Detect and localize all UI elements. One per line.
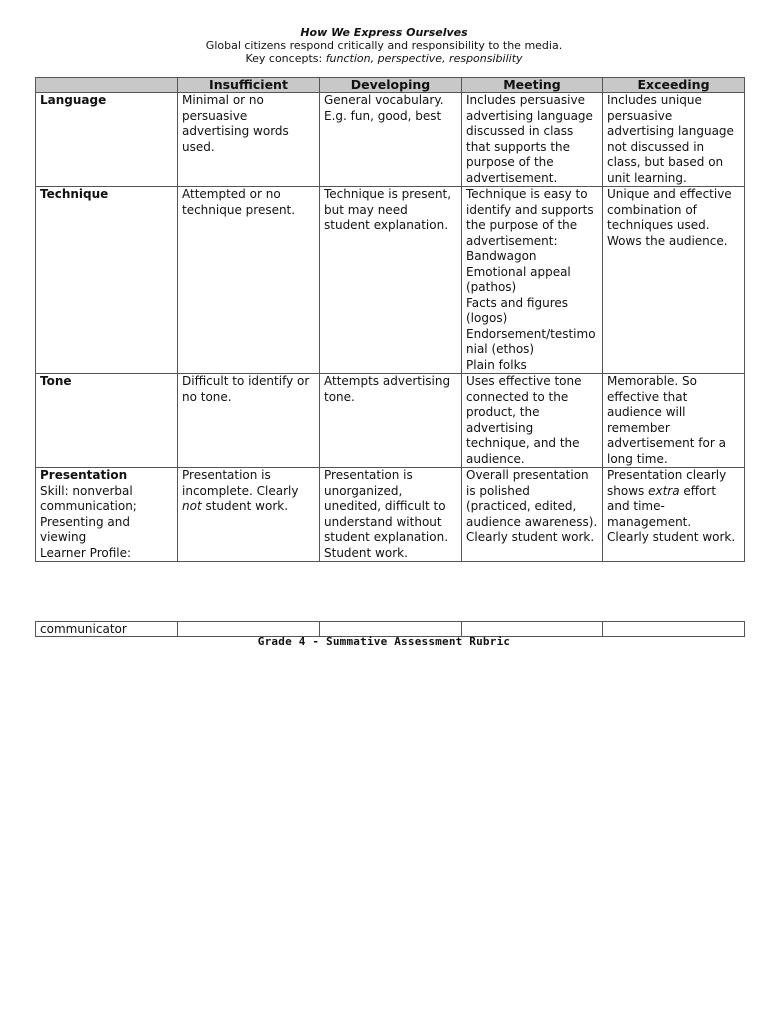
cell-text: Attempts advertising tone. — [324, 374, 451, 404]
criterion-cell — [36, 468, 178, 562]
cell-text: Unique and effective combination of techniques used. — [607, 187, 732, 232]
cell-text: Overall presentation is polished (practiced, edited, audience awareness). — [466, 468, 598, 529]
cell-text: student work. — [201, 499, 289, 513]
cell-text: Minimal or no persuasive advertising words used. — [182, 93, 289, 154]
rubric-cell — [603, 187, 745, 374]
cell-text: Attempted or no technique present. — [182, 187, 296, 217]
cell-text: Presentation clearly shows — [607, 468, 727, 498]
cell-emphasis: extra — [648, 483, 680, 498]
rubric-cell — [178, 93, 320, 187]
rubric-cell — [320, 374, 462, 468]
table-row — [36, 93, 745, 187]
column-header-criterion — [36, 78, 178, 93]
column-header-insufficient: Insufficient — [178, 78, 320, 93]
column-header-exceeding: Exceeding — [603, 78, 745, 93]
cell-text: Wows the audience. — [607, 233, 728, 248]
cell-text: General vocabulary. — [324, 93, 444, 107]
cell-text: Clearly student work. — [607, 530, 736, 544]
document-subtitle: Global citizens respond critically and responsibility to the media. — [205, 39, 563, 52]
cell-text: Presentation is incomplete. Clearly — [182, 468, 299, 498]
technique-item: Emotional appeal (pathos) — [466, 264, 571, 294]
technique-item: Endorsement/testimonial (ethos) — [466, 326, 596, 356]
rubric-cell — [603, 468, 745, 562]
criterion-name: Language — [40, 93, 107, 107]
rubric-cell — [462, 93, 603, 187]
table-row — [36, 374, 745, 468]
criterion-cell — [36, 374, 178, 468]
criterion-name: Tone — [40, 374, 72, 388]
document-header — [0, 26, 768, 65]
cell-text: Technique is easy to identify and supports the purpose of the advertisement: — [466, 187, 594, 248]
rubric-cell — [603, 374, 745, 468]
criterion-note: Learner Profile: — [40, 545, 132, 560]
continuation-cell: communicator — [36, 622, 178, 637]
criterion-name: Technique — [40, 187, 109, 201]
column-header-developing: Developing — [320, 78, 462, 93]
cell-text: Uses effective tone connected to the product, the advertising technique, and the audience. — [466, 374, 582, 466]
rubric-cell — [603, 93, 745, 187]
technique-item: Facts and figures (logos) — [466, 295, 568, 325]
rubric-cell — [320, 93, 462, 187]
criterion-cell — [36, 187, 178, 374]
document-title: How We Express Ourselves — [300, 26, 468, 39]
cell-emphasis: not — [182, 499, 202, 513]
cell-text: Includes unique persuasive advertising language not discussed in class, but based on unit learning. — [607, 93, 734, 185]
cell-text: Difficult to identify or no tone. — [182, 374, 310, 404]
cell-text: E.g. fun, good, best — [324, 108, 442, 123]
document-footer: Grade 4 - Summative Assessment Rubric — [257, 635, 511, 648]
rubric-cell — [178, 187, 320, 374]
rubric-cell — [462, 187, 603, 374]
key-concepts-label: Key concepts: — [245, 52, 326, 65]
rubric-cell — [178, 468, 320, 562]
table-row — [36, 187, 745, 374]
technique-item: Plain folks — [466, 357, 527, 372]
criterion-name: Presentation — [40, 468, 128, 482]
rubric-table — [35, 77, 745, 562]
criterion-cell — [36, 93, 178, 187]
cell-text: Includes persuasive advertising language discussed in class that supports the purpose of the advertisement. — [466, 93, 593, 185]
cell-text: Clearly student work. — [466, 530, 595, 544]
cell-text: effort and time-management. — [607, 483, 717, 529]
key-concepts — [0, 52, 768, 65]
criterion-note: Skill: nonverbal communication; Presenting and viewing — [40, 483, 137, 544]
cell-text: Student work. — [324, 545, 408, 560]
rubric-cell — [320, 468, 462, 562]
rubric-cell — [178, 374, 320, 468]
rubric-cell — [462, 374, 603, 468]
cell-text: Memorable. So effective that audience will remember advertisement for a long time. — [607, 374, 726, 466]
cell-text: Presentation is unorganized, unedited, difficult to understand without student explanation. — [324, 468, 449, 544]
rubric-cell — [462, 468, 603, 562]
rubric-cell — [320, 187, 462, 374]
table-row — [36, 468, 745, 562]
header-row — [36, 78, 745, 93]
key-concepts-value: function, perspective, responsibility — [325, 52, 523, 65]
cell-text: Technique is present, but may need student explanation. — [324, 187, 452, 232]
technique-item: Bandwagon — [466, 249, 537, 263]
column-header-meeting: Meeting — [462, 78, 603, 93]
